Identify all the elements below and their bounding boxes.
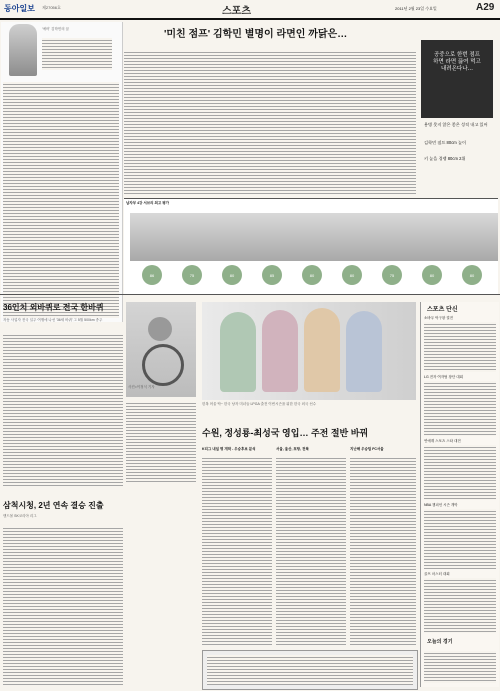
bottom-story-headline: 수원, 정성룡-최성국 영입… 주전 절반 바꿔: [202, 428, 369, 438]
score-2: [182, 265, 202, 285]
sidebar-item-2: LG 전자 여자팀 창단 대회: [424, 375, 463, 379]
side-note-2: 김학민 점프 80cm 높이: [424, 140, 467, 145]
score-7: [382, 265, 402, 285]
left-story2-headline: 삼척시청, 2년 연속 결승 진출: [3, 501, 104, 510]
divider: [0, 294, 500, 295]
score-4: [262, 265, 282, 285]
score-4-text: 85: [269, 272, 275, 278]
schedule-box: [202, 650, 418, 690]
golfer-2: [262, 310, 298, 392]
issue-number: 제27056호: [42, 5, 61, 10]
score-2-text: 75: [189, 272, 195, 278]
profile-body: [3, 82, 119, 318]
top-story-body: [124, 50, 416, 195]
profile-title: '애어' 김학민의 꿈: [42, 27, 69, 31]
golfer-4: [346, 311, 382, 392]
golfer-1: [220, 312, 256, 392]
left-story-headline: 36인치 외바퀴로 전국 한바퀴: [3, 303, 104, 312]
bottom-col-2: [276, 456, 346, 646]
bottom-col-3: [350, 456, 416, 646]
sidebar-footer-lines: [424, 651, 496, 683]
page-number: A29: [476, 2, 495, 13]
schedule-lines: [207, 655, 413, 685]
sidebar: [420, 302, 499, 687]
sidebar-body-2: [424, 381, 496, 436]
sidebar-body-5: [424, 578, 496, 633]
left-column: [3, 302, 123, 691]
left-story-sub: 자동 사업자 전국 일주 여행에 나선 '36세 바퀴' 그 5월 500km 종주: [3, 318, 103, 322]
side-note-1: 용병 못지 않은 좋은 성적 내고 있어: [424, 122, 488, 127]
bottom-subhead-3: 지난해 우승팀 FC서울: [350, 447, 384, 451]
sidebar-body-3: [424, 445, 496, 500]
issue-date: 2011년 2월 23일 수요일: [395, 6, 437, 11]
table-title: 남자부 4강 서브의 최고 평가: [126, 201, 170, 205]
sidebar-item-1: 소바우 탁구왕 결전: [424, 316, 453, 320]
left-story-body: [3, 333, 123, 488]
sidebar-item-4: NBA 챔피언 시즌 개막: [424, 503, 458, 507]
sidebar-body-1: [424, 322, 496, 372]
sidebar-footer-title: 오늘의 경기: [427, 639, 453, 645]
photo-caption: 사진=이정식 기자: [128, 385, 155, 389]
score-5: [302, 265, 322, 285]
score-9: [462, 265, 482, 285]
score-7-text: 75: [389, 272, 395, 278]
player-profile-panel: [1, 22, 123, 322]
unicycle-photo: [126, 302, 196, 397]
score-3-text: 80: [229, 272, 235, 278]
score-8: [422, 265, 442, 285]
player-photo: [9, 24, 37, 76]
sidebar-title: 스포츠 단신: [427, 307, 458, 313]
unicycle-story-text: [126, 401, 196, 483]
score-1: [142, 265, 162, 285]
player-table: [124, 198, 498, 295]
side-note-3: 키 높을 경쟁 80cm 2위: [424, 156, 466, 161]
score-1-text: 86: [149, 272, 155, 278]
profile-text: [42, 38, 112, 70]
newspaper-logo: 동아일보: [4, 4, 35, 13]
golfer-3: [304, 308, 340, 392]
bottom-subhead-2: 서울, 울산, 포항, 전북: [276, 447, 309, 451]
left-story2-body: [3, 526, 123, 686]
left-story2-sub: 핸드볼 SK코리아 리그: [3, 514, 37, 518]
golf-photo: [202, 302, 416, 400]
sidebar-item-3: 연예계 스포츠 스타 대전: [424, 439, 461, 443]
section-title: 스포츠: [222, 6, 251, 17]
rider-head: [148, 317, 172, 341]
score-3: [222, 265, 242, 285]
page-header: [0, 0, 500, 20]
golf-caption: 한복 어울 딱~ 한국 낭자 미녀들 LPGA 출전 이번시즌을 위한 한국 외국 선수: [202, 402, 317, 406]
sidebar-body-4: [424, 509, 496, 569]
score-8-text: 80: [429, 272, 435, 278]
bottom-col-1: [202, 456, 272, 646]
bottom-subhead-1: K리그 내일 명 개막 - 우승후보 분석: [202, 447, 256, 451]
top-story: [124, 22, 498, 294]
quote-box: [421, 40, 493, 118]
player-card-9: [450, 213, 498, 261]
unicycle-wheel: [142, 344, 184, 386]
score-9-text: 80: [469, 272, 475, 278]
score-6-text: 80: [349, 272, 355, 278]
sidebar-item-5: 골프 마스터 대회: [424, 572, 450, 576]
score-6: [342, 265, 362, 285]
quote-text: 공중으로 한번 점프하면 라면 끓여 먹고 내려온다나…: [433, 52, 481, 72]
top-story-headline: '미친 점프' 김학민 별명이 라면인 까닭은…: [164, 29, 348, 40]
score-5-text: 80: [309, 272, 315, 278]
